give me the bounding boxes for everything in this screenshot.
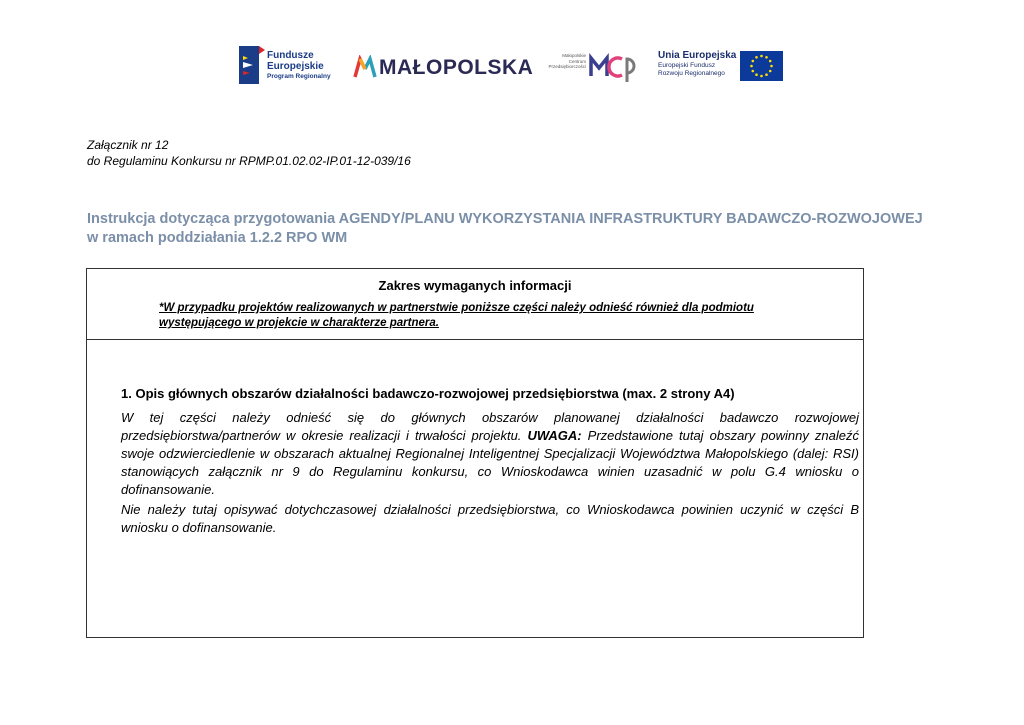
mcp-small-text: Małopolskie Centrum Przedsiębiorczości bbox=[548, 53, 586, 69]
section-1-paragraph-1 bbox=[121, 409, 859, 499]
unia-line3: Rozwoju Regionalnego bbox=[658, 70, 725, 77]
unia-line1: Unia Europejska bbox=[658, 50, 737, 61]
mcp-logo bbox=[548, 50, 643, 84]
mcp-mark-icon bbox=[588, 50, 640, 84]
fundusze-line2: Europejskie bbox=[267, 61, 324, 72]
annex-line1: Załącznik nr 12 bbox=[87, 138, 169, 152]
malopolska-logo bbox=[353, 55, 534, 81]
para1-part2: Przedstawione tutaj obszary powinny znaleźć swoje odzwierciedlenie w obszarach aktualnej Regionalnej Inteligentnej Specjalizacji Województwa Małopolskiego (dalej: RSI) stanowiących załącznik nr 9 do Regulaminu konkursu, co Wnioskodawca winien uzasadnić w polu G.4 wniosku o dofinansowanie. bbox=[121, 428, 859, 497]
fundusze-europejskie-logo bbox=[239, 46, 339, 84]
requirements-table bbox=[86, 268, 864, 638]
fundusze-line3: Program Regionalny bbox=[267, 73, 331, 80]
malopolska-wordmark: MAŁOPOLSKA bbox=[379, 56, 534, 79]
document-title bbox=[87, 210, 947, 248]
section-1-paragraph-2: Nie należy tutaj opisywać dotychczasowej działalności przedsiębiorstwa, co Wnioskodawca powinien uczynić w części B wniosku o dofinansowanie. bbox=[121, 502, 859, 535]
fundusze-europejskie-emblem-icon bbox=[239, 46, 265, 84]
fundusze-line1: Fundusze bbox=[267, 50, 314, 61]
para1-part1: W tej części należy odnieść się do głównych obszarów planowanej działalności badawczo rozwojowej przedsiębiorstwa/partnerów w okresie realizacji i trwałości projektu. bbox=[121, 410, 859, 443]
eu-flag-icon bbox=[740, 51, 783, 81]
annex-reference bbox=[87, 137, 411, 169]
title-line1: Instrukcja dotycząca przygotowania AGENDY/PLANU WYKORZYSTANIA INFRASTRUKTURY BADAWCZO-ROZWOJOWEJ bbox=[87, 211, 923, 227]
unia-line2: Europejski Fundusz bbox=[658, 62, 716, 69]
title-line2: w ramach poddziałania 1.2.2 RPO WM bbox=[87, 230, 348, 246]
annex-line2: do Regulaminu Konkursu nr RPMP.01.02.02-IP.01-12-039/16 bbox=[87, 154, 411, 168]
partnership-note: *W przypadku projektów realizowanych w partnerstwie poniższe części należy odnieść również dla podmiotu występującego w projekcie w charakterze partnera. bbox=[159, 302, 754, 329]
malopolska-emblem-icon bbox=[353, 55, 377, 79]
para1-uwaga: UWAGA: bbox=[527, 428, 582, 443]
table-header bbox=[87, 269, 863, 340]
section-1-heading: 1. Opis głównych obszarów działalności badawczo-rozwojowej przedsiębiorstwa (max. 2 strony A4) bbox=[121, 386, 735, 401]
logo-bar bbox=[0, 0, 1024, 100]
unia-europejska-logo bbox=[658, 50, 788, 84]
table-header-title: Zakres wymaganych informacji bbox=[378, 278, 572, 293]
